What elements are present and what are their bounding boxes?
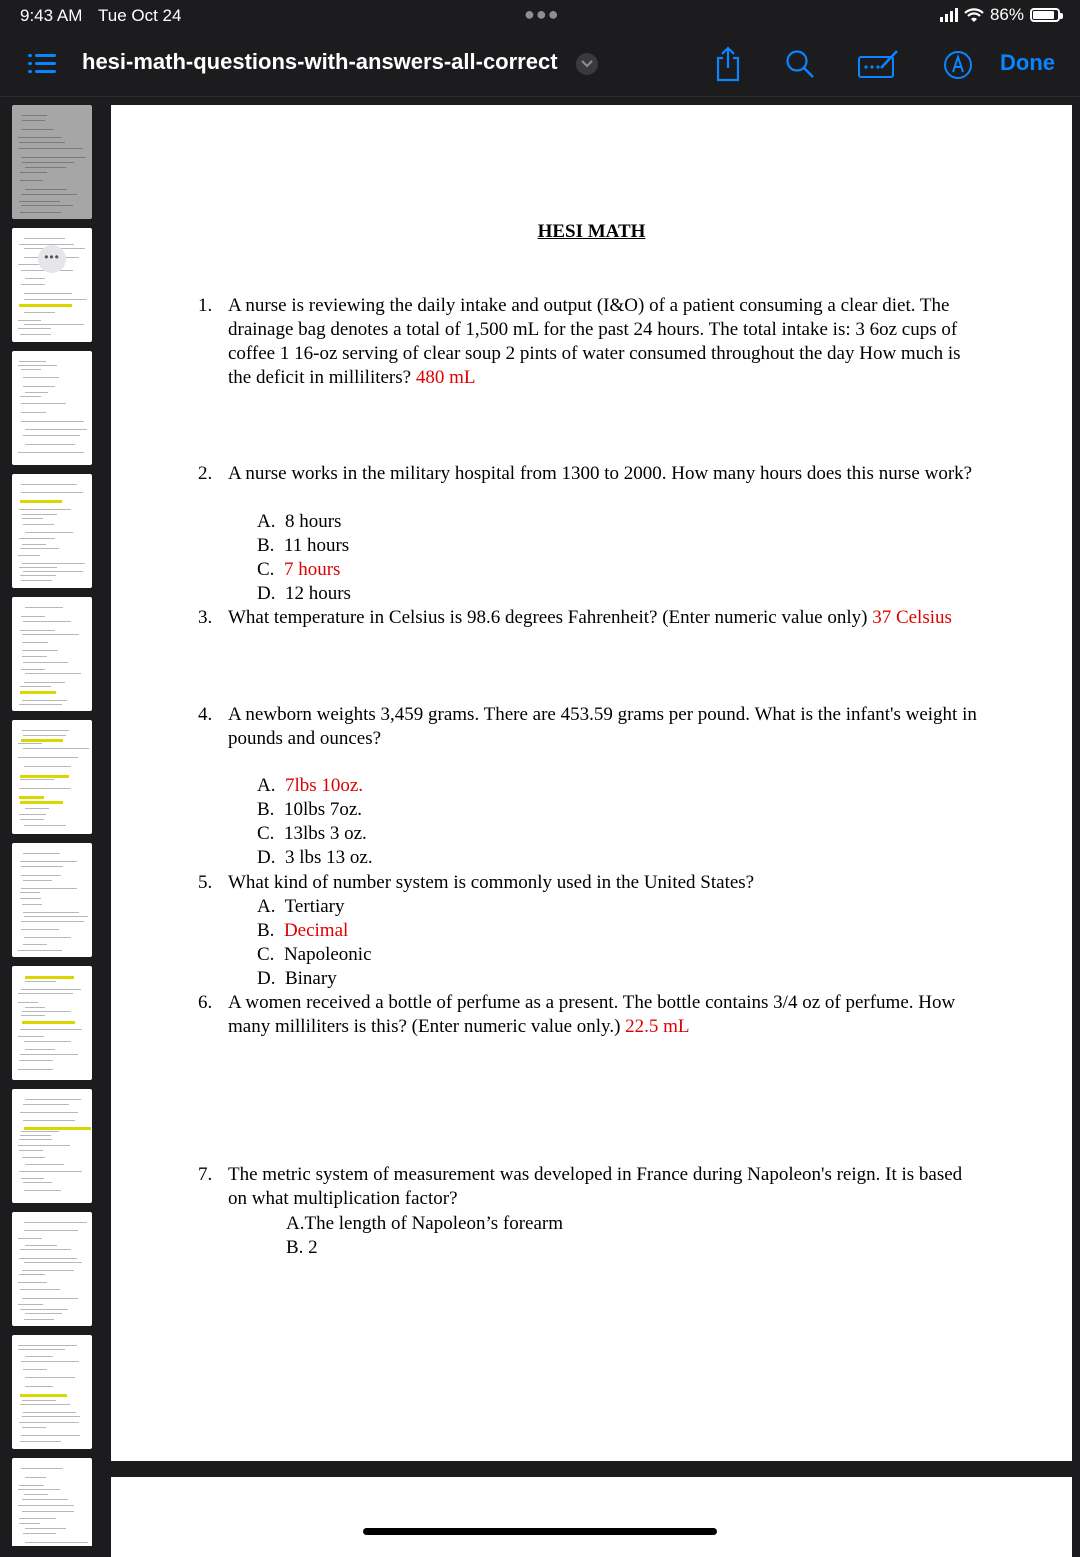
page-thumbnail[interactable] <box>12 597 92 711</box>
thumbnail-line <box>18 137 61 138</box>
thumbnail-line <box>19 304 72 307</box>
thumbnail-line <box>22 514 57 515</box>
thumbnail-line <box>20 1309 68 1310</box>
question-text: A nurse is reviewing the daily intake and output (I&O) of a patient consuming a clear diet. The drainage bag denotes a total of 1,500 mL for the past 24 hours. The total intake is: 3 6oz cups of coffee 1 16-oz serving of clear soup 2 pints of water consumed throughout the day How much is the deficit in milliliters? <box>228 295 961 388</box>
thumbnail-line <box>24 293 72 294</box>
option-item: A. 7lbs 10oz. <box>257 775 364 796</box>
page-thumbnail[interactable] <box>12 843 92 957</box>
thumbnail-line <box>19 1139 52 1140</box>
thumbnail-line <box>25 976 74 979</box>
thumbnail-line <box>20 1441 61 1442</box>
thumbnail-line <box>24 324 84 325</box>
thumbnail-line <box>21 1178 44 1179</box>
thumbnail-line <box>24 682 65 683</box>
thumbnail-line <box>21 888 77 889</box>
question-number: 2. <box>198 463 213 484</box>
thumbnail-line <box>24 1262 82 1263</box>
thumbnail-line <box>20 630 55 631</box>
thumbnail-line <box>19 1518 56 1519</box>
answer-text: 480 mL <box>415 367 476 388</box>
thumbnail-line <box>19 796 44 799</box>
thumbnail-line <box>19 1171 82 1172</box>
thumbnail-line <box>20 775 69 778</box>
question-text: What temperature in Celsius is 98.6 degrees Fahrenheit? (Enter numeric value only) <box>228 607 868 628</box>
thumbnail-line <box>23 621 71 622</box>
thumbnail-line <box>22 1157 45 1158</box>
thumbnail-line <box>22 544 46 545</box>
thumbnail-line <box>18 1002 38 1003</box>
thumbnail-line <box>23 880 52 881</box>
thumbnail-line <box>25 1528 66 1529</box>
thumbnail-line <box>24 1190 61 1191</box>
question-text: What kind of number system is commonly used in the United States? <box>228 872 755 893</box>
page-title: HESI MATH <box>537 221 646 242</box>
thumbnail-line <box>23 1120 75 1121</box>
thumbnail-line <box>20 1289 60 1290</box>
thumbnail-line <box>18 365 57 366</box>
thumbnail-line <box>20 396 41 397</box>
thumbnail-line <box>20 892 40 893</box>
thumbnail-line <box>25 1313 62 1314</box>
option-item: D. 3 lbs 13 oz. <box>257 847 373 868</box>
chevron-down-icon[interactable] <box>576 53 598 75</box>
thumbnail-line <box>21 194 77 195</box>
question-4 <box>198 703 978 751</box>
thumbnail-line <box>18 328 51 329</box>
thumbnail-line <box>21 929 59 930</box>
option-item: A.The length of Napoleon’s forearm <box>286 1213 563 1234</box>
thumbnail-line <box>23 524 54 525</box>
thumbnail-line <box>25 607 63 608</box>
thumbnail-line <box>23 386 55 387</box>
thumbnail-line <box>21 421 84 422</box>
thumbnail-line <box>25 981 56 982</box>
thumbnail-line <box>19 142 65 143</box>
thumbnail-line <box>23 912 79 913</box>
thumbnail-line <box>18 1145 70 1146</box>
thumbnail-line <box>24 1319 54 1320</box>
question-number: 1. <box>198 295 213 316</box>
thumbnail-line <box>24 1494 48 1495</box>
thumbnail-line <box>19 704 62 705</box>
thumbnail-line <box>22 162 74 163</box>
thumbnail-line <box>24 916 88 917</box>
thumbnail-line <box>19 1060 53 1061</box>
thumbnail-line <box>25 278 45 279</box>
thumbnail-line <box>21 866 63 867</box>
thumbnail-line <box>23 853 60 854</box>
thumbnail-line <box>21 875 61 876</box>
done-button[interactable]: Done <box>1000 50 1055 75</box>
question-text: The metric system of measurement was developed in France during Napoleon's reign. It is based on what multiplication factor? <box>228 1164 963 1209</box>
thumbnail-line <box>24 937 71 938</box>
annotate-pencil-icon[interactable] <box>857 48 899 80</box>
thumbnail-line <box>18 1238 42 1239</box>
thumbnail-line <box>25 189 67 190</box>
share-icon[interactable] <box>713 46 743 82</box>
thumbnail-line <box>24 825 66 826</box>
search-icon[interactable] <box>785 49 815 79</box>
thumbnail-line <box>23 748 89 749</box>
thumbnail-line <box>21 1015 45 1016</box>
thumbnail-line <box>19 1150 43 1151</box>
thumbnail-line <box>22 1416 80 1417</box>
thumbnail-line <box>22 1011 71 1012</box>
thumbnail-line <box>24 312 55 313</box>
thumbnail-more-icon[interactable]: ••• <box>38 245 66 273</box>
document-page <box>111 105 1072 1461</box>
thumbnail-line <box>25 1477 46 1478</box>
thumbnail-line <box>23 571 83 572</box>
thumbnail-line <box>19 1485 44 1486</box>
thumbnail-line <box>20 575 56 576</box>
navigation-bar <box>0 32 1080 97</box>
thumbnail-line <box>25 444 75 445</box>
page-thumbnail[interactable] <box>12 474 92 588</box>
thumbnail-line <box>18 950 62 951</box>
thumbnail-line <box>20 686 51 687</box>
thumbnail-line <box>20 861 77 862</box>
thumbnail-line <box>19 538 55 539</box>
thumbnail-line <box>18 1036 44 1037</box>
thumbnail-line <box>22 563 85 564</box>
question-number: 3. <box>198 607 213 628</box>
thumbnail-line <box>22 1400 56 1401</box>
thumbnail-line <box>25 1245 57 1246</box>
thumbnail-line <box>25 1007 45 1008</box>
thumbnail-line <box>20 1112 78 1113</box>
thumbnail-line <box>25 1356 53 1357</box>
thumbnail-line <box>25 532 73 533</box>
thumbnail-line <box>22 1511 74 1512</box>
list-view-icon[interactable] <box>28 52 56 76</box>
thumbnail-line <box>23 435 80 436</box>
thumbnail-line <box>22 656 47 657</box>
page-thumbnail[interactable] <box>12 351 92 465</box>
thumbnail-line <box>23 1533 56 1534</box>
thumbnail-line <box>18 757 78 758</box>
thumbnail-line <box>21 492 83 493</box>
thumbnail-line <box>22 1499 68 1500</box>
thumbnail-line <box>25 1099 81 1100</box>
thumbnail-line <box>20 212 61 213</box>
question-text: A women received a bottle of perfume as a present. The bottle contains 3/4 oz of perfume. How many milliliters is this? (Enter numeric value only.) <box>228 992 956 1037</box>
page-thumbnail[interactable] <box>12 105 92 219</box>
thumbnail-line <box>20 898 41 899</box>
thumbnail-line <box>20 1054 78 1055</box>
option-item: C. 13lbs 3 oz. <box>257 823 367 844</box>
thumbnail-line <box>18 993 73 994</box>
thumbnail-line <box>19 1258 77 1259</box>
page-thumbnail[interactable] <box>12 1212 92 1326</box>
battery-percent: 86% <box>989 5 1024 24</box>
thumbnail-line <box>25 1049 55 1050</box>
question-number: 6. <box>198 992 213 1013</box>
page-thumbnails-sidebar[interactable] <box>0 97 104 1546</box>
thumbnail-line <box>18 1489 60 1490</box>
thumbnail-line <box>18 320 41 321</box>
question-1 <box>198 294 978 390</box>
option-item: D. Binary <box>257 968 337 989</box>
thumbnail-line <box>19 509 71 510</box>
thumbnail-line <box>20 548 59 549</box>
thumbnail-line <box>20 1029 82 1030</box>
thumbnail-line <box>20 500 62 503</box>
thumbnail-line <box>18 148 83 149</box>
thumbnail-line <box>23 1369 47 1370</box>
thumbnail-line <box>19 1523 40 1524</box>
status-bar <box>0 0 1080 32</box>
option-item: A. Tertiary <box>257 896 345 917</box>
question-text: A newborn weights 3,459 grams. There are 453.59 grams per pound. What is the infant's weight in pounds and ounces? <box>228 704 977 749</box>
thumbnail-line <box>25 808 49 809</box>
thumbnail-line <box>23 1412 76 1413</box>
thumbnail-line <box>19 1422 79 1423</box>
option-item: B. 10lbs 7oz. <box>257 799 363 820</box>
thumbnail-line <box>18 743 42 744</box>
option-item: A. 8 hours <box>257 511 342 532</box>
thumbnail-line <box>25 1542 88 1543</box>
thumbnail-line <box>20 1394 67 1397</box>
option-item: B. 2 <box>286 1237 318 1258</box>
thumbnail-line <box>24 1041 71 1042</box>
option-item: C. Napoleonic <box>257 944 372 965</box>
question-6 <box>198 991 978 1039</box>
wifi-icon <box>964 8 984 23</box>
thumbnail-line <box>20 1404 70 1405</box>
thumbnail-line <box>18 1304 43 1305</box>
thumbnail-line <box>18 1069 53 1070</box>
thumbnail-line <box>24 1127 91 1130</box>
thumbnail-line <box>24 299 87 300</box>
multitasking-dots-icon[interactable]: ●●● <box>524 4 560 24</box>
thumbnail-line <box>25 1164 64 1165</box>
thumbnail-line <box>25 1386 53 1387</box>
thumbnail-line <box>22 1427 46 1428</box>
thumbnail-line <box>23 944 47 945</box>
question-text: A nurse works in the military hospital from 1300 to 2000. How many hours does this nurse work? <box>228 463 973 484</box>
thumbnail-line <box>21 484 77 485</box>
page-thumbnail[interactable] <box>12 1089 92 1203</box>
thumbnail-line <box>21 1435 80 1436</box>
thumbnail-line <box>22 518 43 519</box>
status-indicators <box>940 5 1060 25</box>
option-item: B. Decimal <box>257 920 349 941</box>
thumbnail-line <box>22 634 79 635</box>
page-thumbnail[interactable] <box>12 720 92 834</box>
thumbnail-line <box>21 129 54 130</box>
cellular-signal-icon <box>940 8 958 22</box>
thumbnail-line <box>22 1270 74 1271</box>
thumbnail-line <box>18 1345 77 1346</box>
thumbnail-line <box>21 989 81 990</box>
thumbnail-line <box>24 238 65 239</box>
question-2 <box>198 462 978 486</box>
question-number: 7. <box>198 1164 213 1185</box>
thumbnail-line <box>18 1282 47 1283</box>
thumbnail-line <box>21 1361 79 1362</box>
thumbnail-line <box>21 580 52 581</box>
thumbnail-line <box>19 567 57 568</box>
thumbnail-line <box>23 1104 69 1105</box>
option-item: D. 12 hours <box>257 583 351 604</box>
thumbnail-line <box>23 1182 52 1183</box>
thumbnail-line <box>18 555 40 556</box>
next-document-page <box>111 1477 1072 1557</box>
document-title[interactable]: hesi-math-questions-with-answers-all-correct <box>82 49 558 74</box>
thumbnail-line <box>20 172 47 173</box>
home-indicator[interactable] <box>363 1528 717 1535</box>
option-item: C. 7 hours <box>257 559 341 580</box>
page-thumbnail[interactable] <box>12 1458 92 1546</box>
thumbnail-line <box>20 180 43 181</box>
question-3 <box>198 606 978 630</box>
thumbnail-line <box>21 403 66 404</box>
thumbnail-line <box>22 1298 78 1299</box>
thumbnail-line <box>24 1230 78 1231</box>
thumbnail-line <box>18 1505 74 1506</box>
answer-text: 37 Celsius <box>872 607 952 628</box>
thumbnail-line <box>21 157 86 158</box>
option-item: B. 11 hours <box>257 535 350 556</box>
thumbnail-line <box>22 120 45 121</box>
thumbnail-line <box>22 700 67 701</box>
page-thumbnail[interactable] <box>12 1335 92 1449</box>
thumbnail-line <box>23 377 59 378</box>
thumbnail-line <box>21 669 45 670</box>
thumbnail-line <box>18 1349 65 1350</box>
thumbnail-line <box>19 814 46 815</box>
thumbnail-line <box>21 205 73 206</box>
thumbnail-line <box>20 1249 71 1250</box>
thumbnail-line <box>25 673 81 674</box>
thumbnail-line <box>21 284 45 285</box>
thumbnail-line <box>21 1131 59 1132</box>
thumbnail-line <box>22 642 48 643</box>
thumbnail-line <box>19 201 60 202</box>
thumbnail-line <box>19 1274 45 1275</box>
thumbnail-line <box>21 616 45 617</box>
thumbnail-line <box>24 766 71 767</box>
status-time: 9:43 AM <box>20 6 83 25</box>
thumbnail-line <box>20 691 56 694</box>
answer-text: 22.5 mL <box>625 1016 690 1037</box>
markup-icon[interactable] <box>943 50 973 80</box>
thumbnail-line <box>20 819 44 820</box>
thumbnail-line <box>23 735 66 736</box>
thumbnail-line <box>22 1021 75 1024</box>
thumbnail-line <box>19 361 46 362</box>
thumbnail-line <box>21 739 63 742</box>
thumbnail-line <box>18 452 84 453</box>
thumbnail-line <box>23 662 68 663</box>
thumbnail-line <box>19 788 71 789</box>
thumbnail-line <box>25 429 87 430</box>
thumbnail-line <box>22 904 42 905</box>
thumbnail-line <box>21 1468 63 1469</box>
thumbnail-line <box>21 412 46 413</box>
thumbnail-line <box>20 1135 51 1136</box>
thumbnail-line <box>20 779 54 780</box>
status-date: Tue Oct 24 <box>98 6 182 25</box>
page-thumbnail[interactable] <box>12 966 92 1080</box>
battery-icon <box>1030 8 1060 22</box>
thumbnail-line <box>22 730 69 731</box>
thumbnail-line <box>22 115 47 116</box>
question-number: 4. <box>198 704 213 725</box>
thumbnail-line <box>25 392 48 393</box>
thumbnail-line <box>24 1222 87 1223</box>
thumbnail-line <box>20 334 51 335</box>
thumbnail-line <box>20 801 63 804</box>
thumbnail-line <box>22 650 58 651</box>
thumbnail-line <box>25 167 66 168</box>
thumbnail-line <box>21 921 84 922</box>
thumbnail-line <box>25 1377 75 1378</box>
question-5 <box>198 871 978 895</box>
thumbnail-line <box>21 369 41 370</box>
question-7 <box>198 1163 978 1211</box>
question-number: 5. <box>198 872 213 893</box>
